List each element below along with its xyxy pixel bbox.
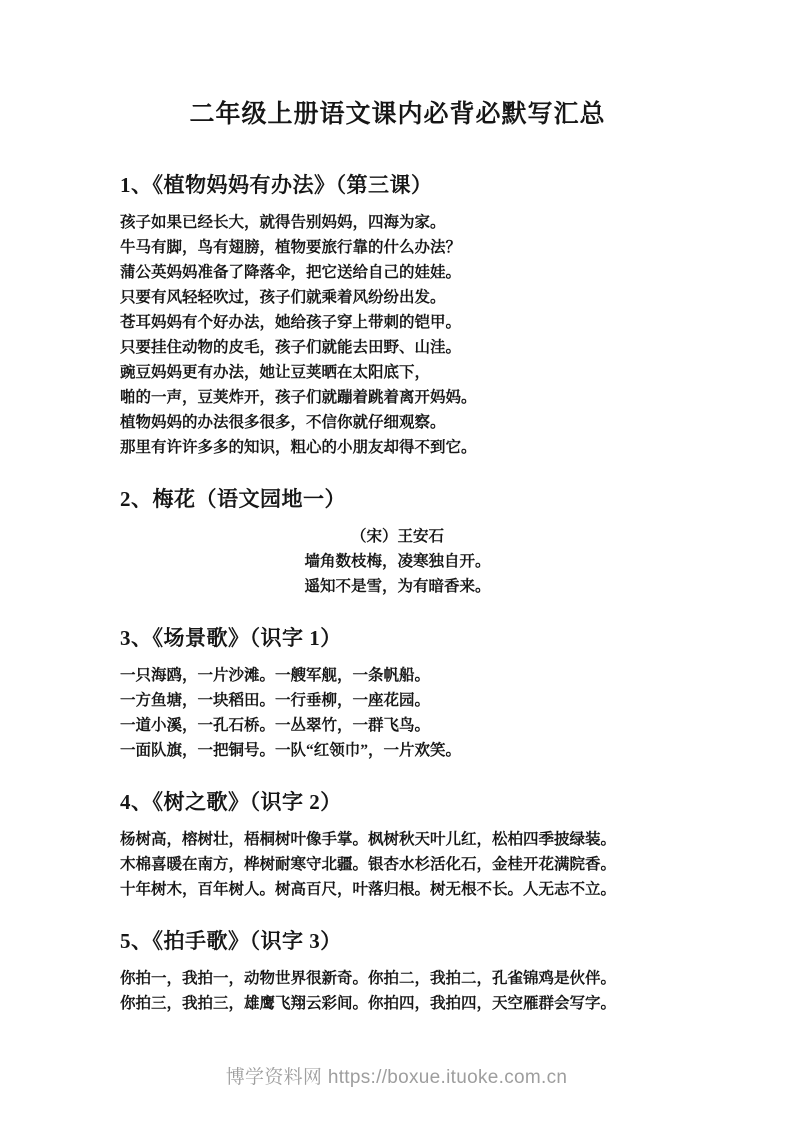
page-title: 二年级上册语文课内必背必默写汇总	[189, 101, 606, 128]
section-heading: 1、《植物妈妈有办法》（第三课）	[120, 173, 433, 197]
poem-line: 墙角数枝梅，凌寒独自开。	[304, 553, 491, 570]
text-line: 孩子如果已经长大，就得告别妈妈，四海为家。	[120, 214, 446, 231]
text-line: 只要挂住动物的皮毛，孩子们就能去田野、山洼。	[120, 339, 462, 356]
section-clapping-song	[120, 926, 675, 1016]
section-heading: 3、《场景歌》（识字 1）	[120, 626, 342, 650]
text-line: 牛马有脚，鸟有翅膀，植物要旅行靠的什么办法？	[120, 239, 462, 256]
text-line: 一方鱼塘，一块稻田。一行垂柳，一座花园。	[120, 692, 431, 709]
text-line: 一道小溪，一孔石桥。一丛翠竹，一群飞鸟。	[120, 717, 431, 734]
section-plant-mothers	[120, 170, 675, 460]
text-line: 十年树木，百年树人。树高百尺，叶落归根。树无根不长。人无志不立。	[120, 881, 617, 898]
text-line: 杨树高，榕树壮，梧桐树叶像手掌。枫树秋天叶儿红，松柏四季披绿装。	[120, 831, 617, 848]
text-line: 一只海鸥，一片沙滩。一艘军舰，一条帆船。	[120, 667, 431, 684]
text-line: 你拍三，我拍三，雄鹰飞翔云彩间。你拍四，我拍四，天空雁群会写字。	[120, 995, 617, 1012]
text-line: 苍耳妈妈有个好办法，她给孩子穿上带刺的铠甲。	[120, 314, 462, 331]
poem-block	[120, 524, 675, 599]
section-heading: 2、梅花（语文园地一）	[120, 487, 346, 511]
footer-watermark	[0, 1066, 793, 1090]
poem-author: （宋）王安石	[350, 528, 444, 545]
footer-site-name: 博学资料网	[225, 1067, 323, 1088]
section-heading: 5、《拍手歌》（识字 3）	[120, 929, 342, 953]
text-line: 一面队旗，一把铜号。一队“红领巾”，一片欢笑。	[120, 742, 462, 759]
poem-line: 遥知不是雪，为有暗香来。	[304, 578, 491, 595]
section-tree-song	[120, 787, 675, 902]
text-line: 豌豆妈妈更有办法，她让豆荚晒在太阳底下，	[120, 364, 431, 381]
text-line: 蒲公英妈妈准备了降落伞，把它送给自己的娃娃。	[120, 264, 462, 281]
text-line: 那里有许许多多的知识，粗心的小朋友却得不到它。	[120, 439, 477, 456]
footer-url: https://boxue.ituoke.com.cn	[327, 1067, 568, 1088]
text-line: 只要有风轻轻吹过，孩子们就乘着风纷纷出发。	[120, 289, 446, 306]
section-scene-song	[120, 623, 675, 763]
text-line: 啪的一声，豆荚炸开，孩子们就蹦着跳着离开妈妈。	[120, 389, 477, 406]
section-plum-blossom-poem	[120, 484, 675, 599]
text-line: 植物妈妈的办法很多很多，不信你就仔细观察。	[120, 414, 446, 431]
text-line: 木棉喜暖在南方，桦树耐寒守北疆。银杏水杉活化石，金桂开花满院香。	[120, 856, 617, 873]
section-heading: 4、《树之歌》（识字 2）	[120, 790, 342, 814]
text-line: 你拍一，我拍一，动物世界很新奇。你拍二，我拍二，孔雀锦鸡是伙伴。	[120, 970, 617, 987]
